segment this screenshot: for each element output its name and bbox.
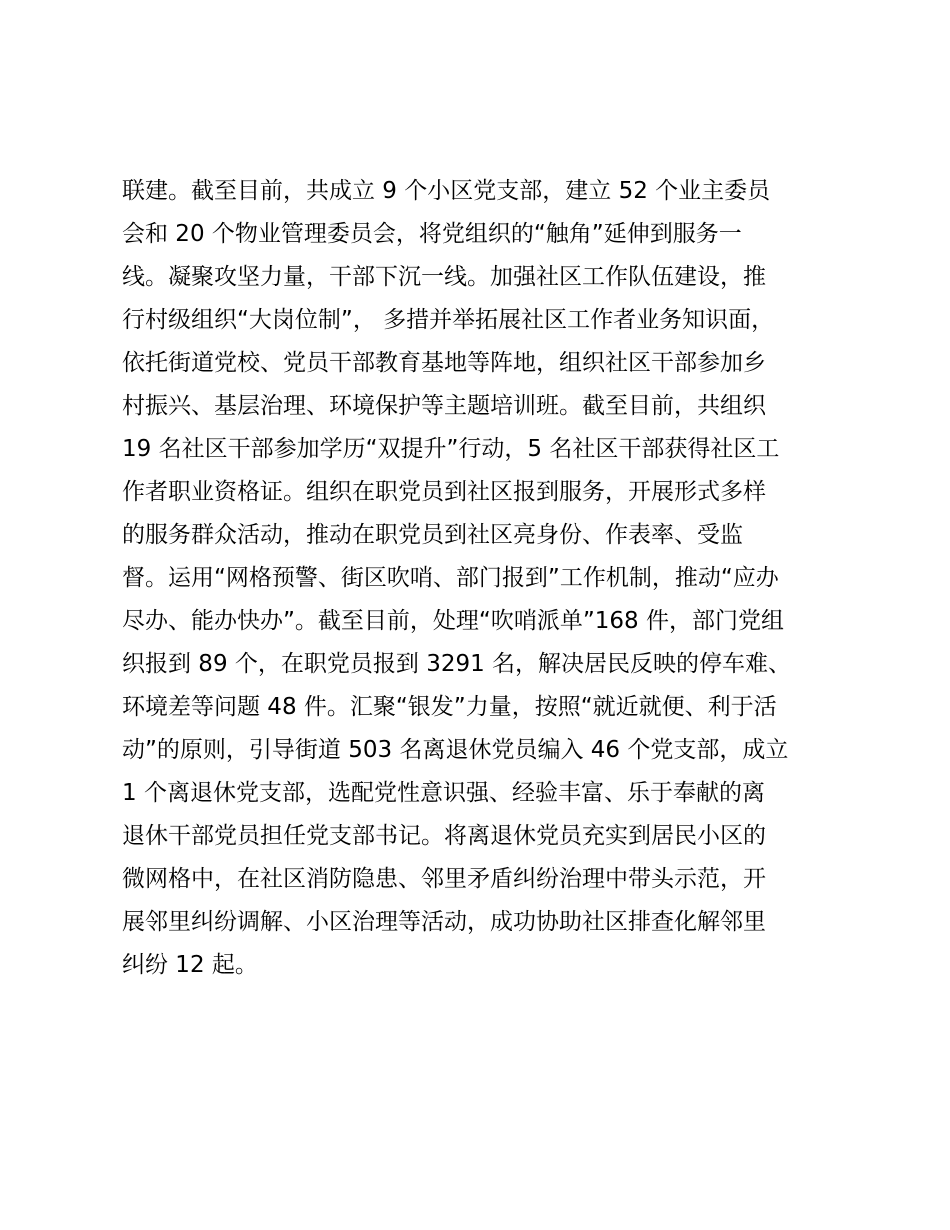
paragraph-line-6: 村振兴、基层治理、环境保护等主题培训班。截至目前，共组织 bbox=[122, 393, 766, 419]
paragraph-line-17: 微网格中，在社区消防隐患、邻里矛盾纠纷治理中带头示范，开 bbox=[122, 866, 766, 892]
paragraph-line-13: 环境差等问题 48 件。汇聚“银发”力量，按照“就近就便、利于活 bbox=[122, 694, 777, 720]
body-paragraph bbox=[122, 170, 842, 987]
paragraph-line-16: 退休干部党员担任党支部书记。将离退休党员充实到居民小区的 bbox=[122, 823, 766, 849]
paragraph-line-9: 的服务群众活动，推动在职党员到社区亮身份、作表率、受监 bbox=[122, 522, 743, 548]
paragraph-line-4: 行村级组织“大岗位制”， 多措并举拓展社区工作者业务知识面， bbox=[122, 307, 775, 333]
paragraph-line-7: 19 名社区干部参加学历“双提升”行动，5 名社区干部获得社区工 bbox=[122, 436, 780, 462]
paragraph-line-12: 织报到 89 个，在职党员报到 3291 名，解决居民反映的停车难、 bbox=[122, 651, 792, 677]
paragraph-line-10: 督。运用“网格预警、街区吹哨、部门报到”工作机制，推动“应办 bbox=[122, 565, 779, 591]
paragraph-line-11: 尽办、能办快办”。截至目前，处理“吹哨派单”168 件，部门党组 bbox=[122, 608, 784, 634]
paragraph-line-18: 展邻里纠纷调解、小区治理等活动，成功协助社区排查化解邻里 bbox=[122, 909, 766, 935]
paragraph-line-1: 联建。截至目前，共成立 9 个小区党支部，建立 52 个业主委员 bbox=[122, 178, 771, 204]
paragraph-line-8: 作者职业资格证。组织在职党员到社区报到服务，开展形式多样 bbox=[122, 479, 766, 505]
paragraph-line-5: 依托街道党校、党员干部教育基地等阵地，组织社区干部参加乡 bbox=[122, 350, 766, 376]
paragraph-line-2: 会和 20 个物业管理委员会，将党组织的“触角”延伸到服务一 bbox=[122, 221, 742, 247]
paragraph-line-19: 纠纷 12 起。 bbox=[122, 952, 258, 978]
paragraph-line-3: 线。凝聚攻坚力量，干部下沉一线。加强社区工作队伍建设，推 bbox=[122, 264, 766, 290]
paragraph-line-14: 动”的原则，引导街道 503 名离退休党员编入 46 个党支部，成立 bbox=[122, 737, 789, 763]
paragraph-line-15: 1 个离退休党支部，选配党性意识强、经验丰富、乐于奉献的离 bbox=[122, 780, 765, 806]
